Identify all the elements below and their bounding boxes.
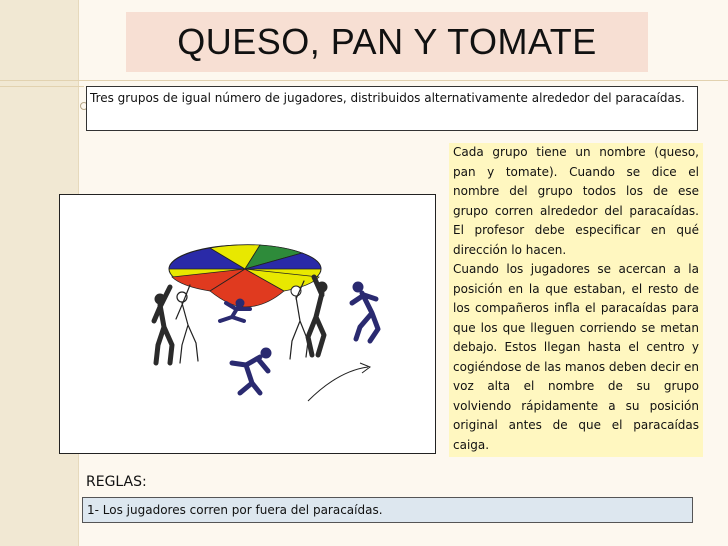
description-paragraph: Cuando los jugadores se acercan a la posición en la que estaban, el resto de los compañeros infla el paracaídas para que los que lleguen corriendo se metan debajo. Estos llegan hasta el centro y cogiéndose de las manos deben decir en voz alta el nombre de su grupo volviendo rápidamente a su posición original antes de que el paracaídas caiga. xyxy=(453,262,699,452)
rules-label: REGLAS: xyxy=(86,474,147,490)
parachute-drawing xyxy=(60,195,435,453)
slide-title: QUESO, PAN Y TOMATE xyxy=(177,21,597,62)
intro-text: Tres grupos de igual número de jugadores, distribuidos alternativamente alrededor del paracaídas. xyxy=(90,91,685,105)
description-paragraph: Cada grupo tiene un nombre (queso, pan y tomate). Cuando se dice el nombre del grupo todos los de ese grupo corren alrededor del paracaídas. El profesor debe especificar en qué dirección lo hacen. xyxy=(453,145,699,257)
description-box xyxy=(449,143,703,457)
title-box xyxy=(126,12,648,72)
parachute xyxy=(169,245,321,307)
intro-box xyxy=(86,86,698,131)
decor-line xyxy=(0,80,728,81)
rule-item xyxy=(82,497,693,523)
rule-text: 1- Los jugadores corren por fuera del paracaídas. xyxy=(87,503,383,517)
parachute-illustration xyxy=(59,194,436,454)
decor-line xyxy=(0,86,84,87)
direction-arrow xyxy=(308,363,370,401)
